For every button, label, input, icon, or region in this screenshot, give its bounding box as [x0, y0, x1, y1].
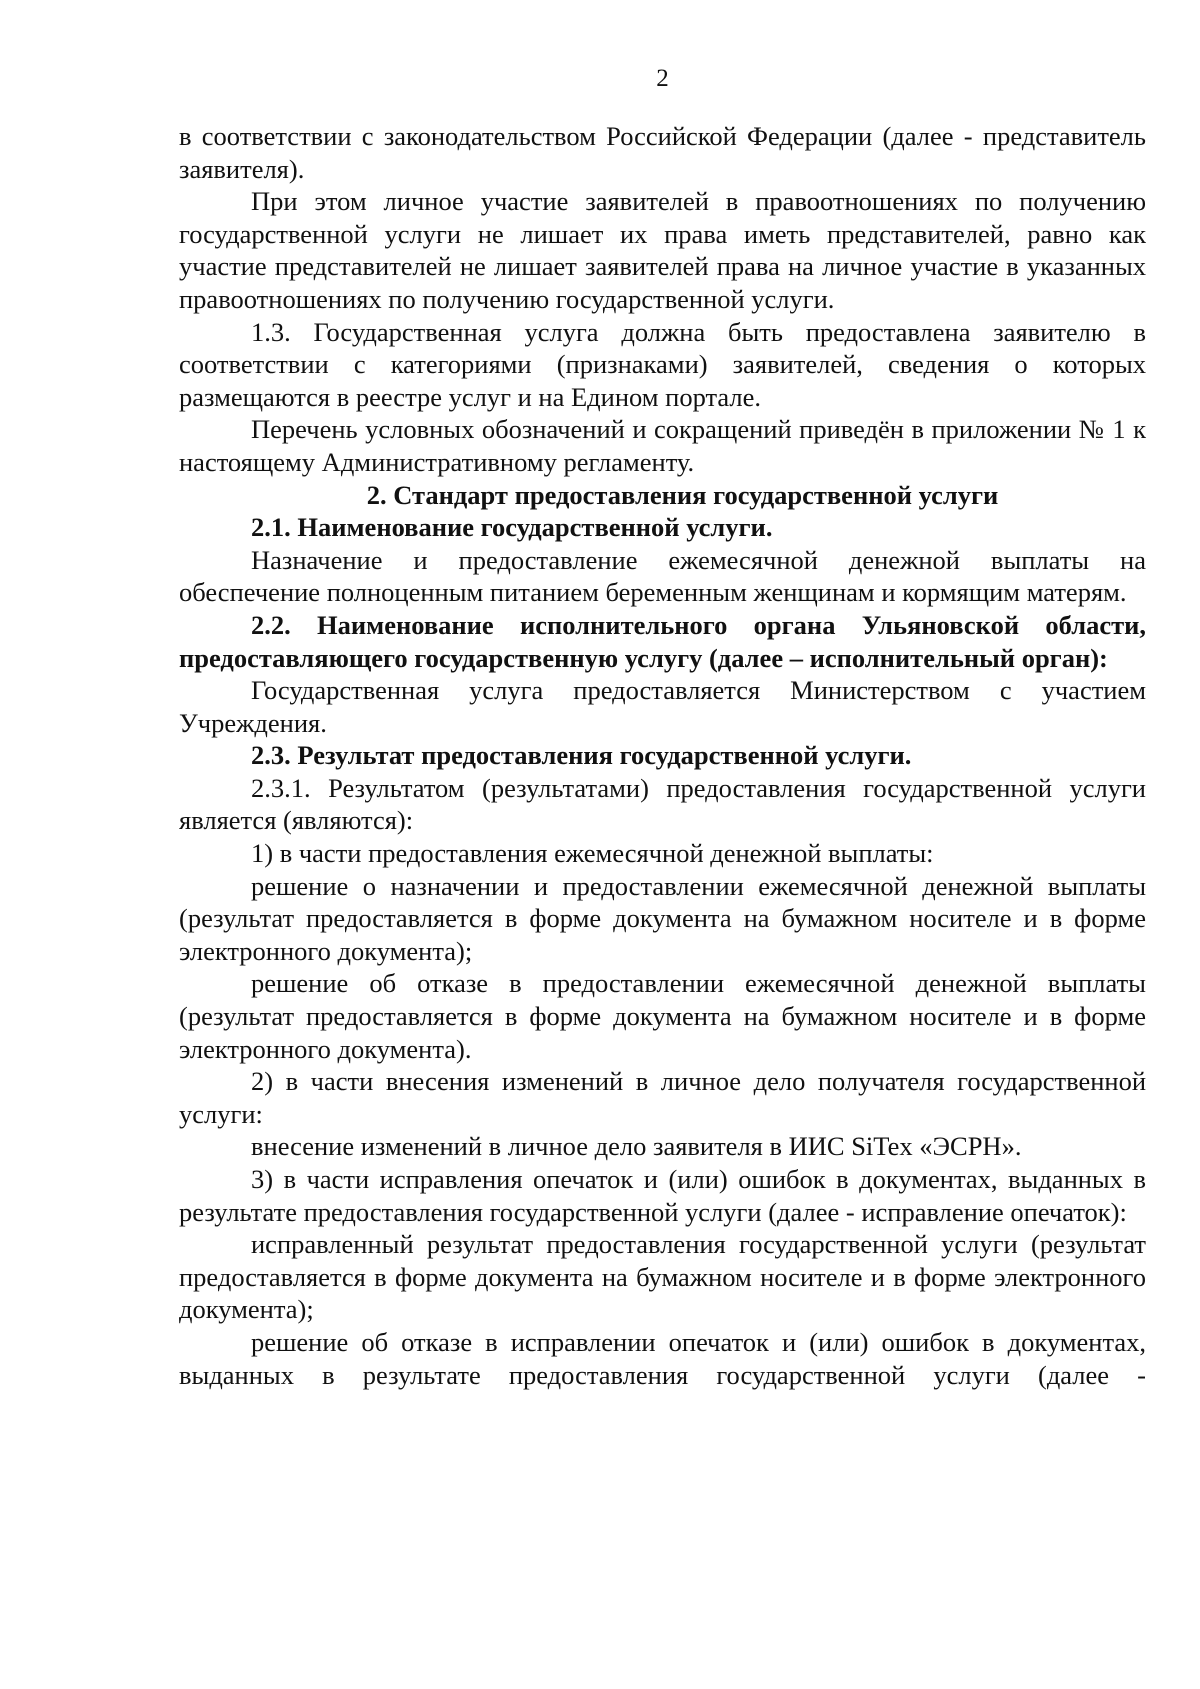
- paragraph-2-3-1: 2.3.1. Результатом (результатами) предоставления государственной услуги является (являются):: [179, 772, 1146, 836]
- document-body: [179, 120, 1146, 1391]
- paragraph-service-name: Назначение и предоставление ежемесячной денежной выплаты на обеспечение полноценным питанием беременным женщинам и кормящим матерям.: [179, 544, 1146, 608]
- paragraph-correction-refusal: решение об отказе в исправлении опечаток и (или) ошибок в документах, выданных в результате предоставления государственной услуги (далее -: [179, 1326, 1146, 1390]
- paragraph-provider: Государственная услуга предоставляется Министерством с участием Учреждения.: [179, 675, 1146, 738]
- page-number: 2: [656, 65, 669, 92]
- paragraph-representative: в соответствии с законодательством Российской Федерации (далее - представитель заявителя).: [179, 121, 1146, 184]
- paragraph-1-3: 1.3. Государственная услуга должна быть предоставлена заявителю в соответствии с категориями (признаками) заявителей, сведения о которых размещаются в реестре услуг и на Едином портале.: [179, 316, 1146, 412]
- section-2-heading: 2. Стандарт предоставления государственной услуги: [366, 479, 999, 510]
- paragraph-abbreviations: Перечень условных обозначений и сокращений приведён в приложении № 1 к настоящему Административному регламенту.: [179, 414, 1146, 477]
- heading-2-1: 2.1. Наименование государственной услуги.: [251, 512, 773, 543]
- paragraph-changes: внесение изменений в личное дело заявителя в ИИС SiTex «ЭСРН».: [251, 1131, 1022, 1162]
- paragraph-item-1: 1) в части предоставления ежемесячной денежной выплаты:: [251, 838, 934, 869]
- heading-2-3: 2.3. Результат предоставления государственной услуги.: [251, 740, 912, 771]
- paragraph-personal-participation: При этом личное участие заявителей в правоотношениях по получению государственной услуги не лишает их права иметь представителей, равно как участие представителей не лишает заявителей права на личное участие в указанных правоотношениях по получению государственной услуги.: [179, 186, 1146, 314]
- heading-2-2: 2.2. Наименование исполнительного органа Ульяновской области, предоставляющего государственную услугу (далее – исполнительный орган):: [179, 609, 1146, 673]
- paragraph-decision-refusal: решение об отказе в предоставлении ежемесячной денежной выплаты (результат предоставляется в форме документа на бумажном носителе и в форме электронного документа).: [179, 968, 1146, 1064]
- paragraph-decision-grant: решение о назначении и предоставлении ежемесячной денежной выплаты (результат предоставляется в форме документа на бумажном носителе и в форме электронного документа);: [179, 870, 1146, 966]
- paragraph-item-2: 2) в части внесения изменений в личное дело получателя государственной услуги:: [179, 1066, 1146, 1129]
- paragraph-corrected-result: исправленный результат предоставления государственной услуги (результат предоставляется в форме документа на бумажном носителе и в форме электронного документа);: [179, 1229, 1146, 1325]
- paragraph-item-3: 3) в части исправления опечаток и (или) ошибок в документах, выданных в результате предоставления государственной услуги (далее - исправление опечаток):: [179, 1164, 1146, 1227]
